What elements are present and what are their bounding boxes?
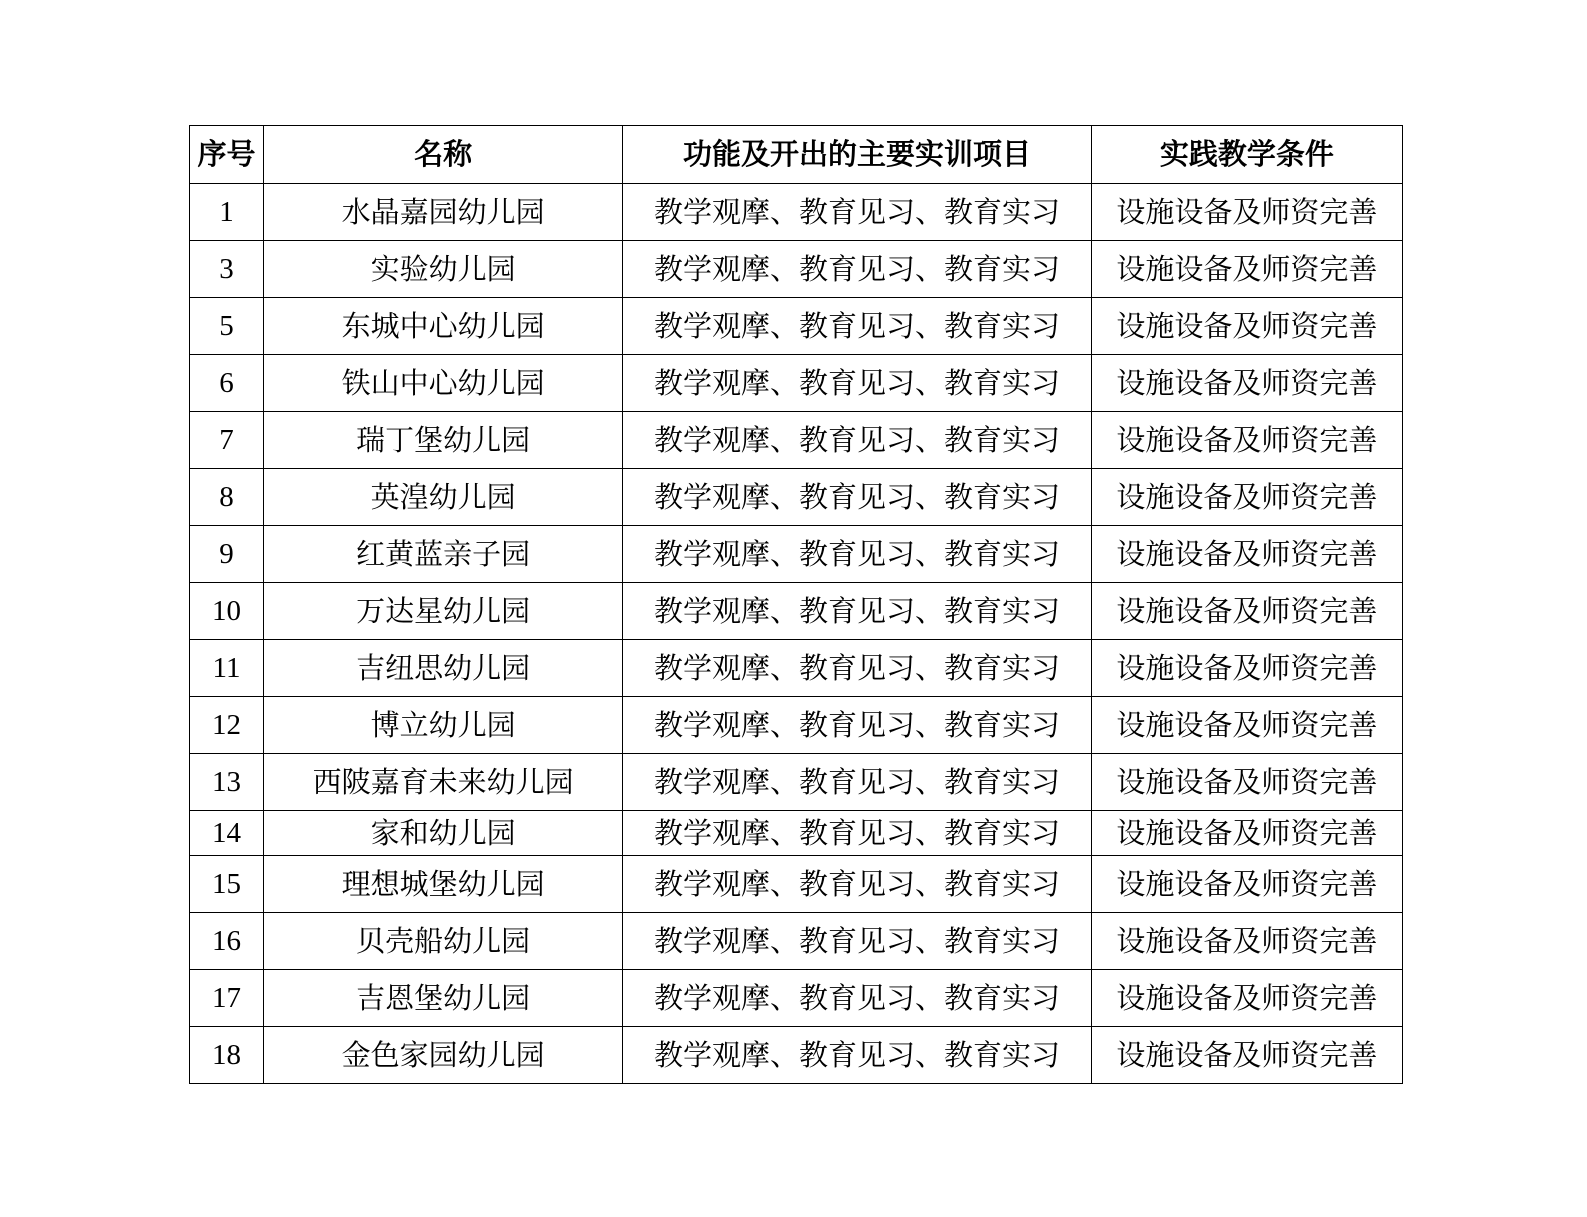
cell-no: 11 [190, 640, 264, 697]
cell-condition: 设施设备及师资完善 [1091, 640, 1402, 697]
cell-no: 15 [190, 856, 264, 913]
cell-condition: 设施设备及师资完善 [1091, 697, 1402, 754]
cell-function: 教学观摩、教育见习、教育实习 [623, 526, 1091, 583]
table-row [190, 640, 1403, 697]
cell-condition: 设施设备及师资完善 [1091, 526, 1402, 583]
table-row [190, 856, 1403, 913]
cell-condition: 设施设备及师资完善 [1091, 412, 1402, 469]
cell-name: 贝壳船幼儿园 [264, 913, 623, 970]
table-row [190, 913, 1403, 970]
cell-no: 9 [190, 526, 264, 583]
cell-no: 16 [190, 913, 264, 970]
cell-function: 教学观摩、教育见习、教育实习 [623, 184, 1091, 241]
cell-no: 7 [190, 412, 264, 469]
cell-condition: 设施设备及师资完善 [1091, 469, 1402, 526]
cell-name: 红黄蓝亲子园 [264, 526, 623, 583]
table-header-row [190, 126, 1403, 184]
cell-name: 吉纽思幼儿园 [264, 640, 623, 697]
header-no: 序号 [190, 126, 264, 184]
cell-no: 14 [190, 811, 264, 856]
cell-condition: 设施设备及师资完善 [1091, 856, 1402, 913]
cell-name: 实验幼儿园 [264, 241, 623, 298]
header-function: 功能及开出的主要实训项目 [623, 126, 1091, 184]
cell-no: 3 [190, 241, 264, 298]
cell-function: 教学观摩、教育见习、教育实习 [623, 697, 1091, 754]
cell-name: 西陂嘉育未来幼儿园 [264, 754, 623, 811]
cell-function: 教学观摩、教育见习、教育实习 [623, 1027, 1091, 1084]
table-row [190, 970, 1403, 1027]
cell-condition: 设施设备及师资完善 [1091, 241, 1402, 298]
cell-condition: 设施设备及师资完善 [1091, 970, 1402, 1027]
cell-no: 1 [190, 184, 264, 241]
cell-name: 东城中心幼儿园 [264, 298, 623, 355]
cell-function: 教学观摩、教育见习、教育实习 [623, 754, 1091, 811]
cell-name: 万达星幼儿园 [264, 583, 623, 640]
table-row [190, 412, 1403, 469]
table-row [190, 697, 1403, 754]
cell-function: 教学观摩、教育见习、教育实习 [623, 412, 1091, 469]
table-row [190, 754, 1403, 811]
cell-name: 瑞丁堡幼儿园 [264, 412, 623, 469]
cell-name: 铁山中心幼儿园 [264, 355, 623, 412]
cell-no: 6 [190, 355, 264, 412]
table-row [190, 526, 1403, 583]
table-row [190, 811, 1403, 856]
cell-name: 金色家园幼儿园 [264, 1027, 623, 1084]
cell-condition: 设施设备及师资完善 [1091, 184, 1402, 241]
header-condition: 实践教学条件 [1091, 126, 1402, 184]
cell-function: 教学观摩、教育见习、教育实习 [623, 640, 1091, 697]
cell-condition: 设施设备及师资完善 [1091, 913, 1402, 970]
cell-condition: 设施设备及师资完善 [1091, 298, 1402, 355]
training-base-table [189, 125, 1403, 1084]
cell-name: 博立幼儿园 [264, 697, 623, 754]
cell-name: 英湟幼儿园 [264, 469, 623, 526]
cell-function: 教学观摩、教育见习、教育实习 [623, 583, 1091, 640]
cell-function: 教学观摩、教育见习、教育实习 [623, 913, 1091, 970]
table-row [190, 184, 1403, 241]
cell-function: 教学观摩、教育见习、教育实习 [623, 241, 1091, 298]
table-row [190, 298, 1403, 355]
cell-condition: 设施设备及师资完善 [1091, 811, 1402, 856]
cell-condition: 设施设备及师资完善 [1091, 754, 1402, 811]
cell-no: 8 [190, 469, 264, 526]
cell-function: 教学观摩、教育见习、教育实习 [623, 355, 1091, 412]
cell-condition: 设施设备及师资完善 [1091, 1027, 1402, 1084]
cell-no: 12 [190, 697, 264, 754]
cell-function: 教学观摩、教育见习、教育实习 [623, 469, 1091, 526]
cell-function: 教学观摩、教育见习、教育实习 [623, 970, 1091, 1027]
cell-no: 10 [190, 583, 264, 640]
table-row [190, 1027, 1403, 1084]
cell-no: 5 [190, 298, 264, 355]
table-row [190, 469, 1403, 526]
cell-function: 教学观摩、教育见习、教育实习 [623, 298, 1091, 355]
cell-function: 教学观摩、教育见习、教育实习 [623, 856, 1091, 913]
cell-no: 13 [190, 754, 264, 811]
cell-no: 18 [190, 1027, 264, 1084]
cell-name: 吉恩堡幼儿园 [264, 970, 623, 1027]
cell-name: 水晶嘉园幼儿园 [264, 184, 623, 241]
cell-name: 家和幼儿园 [264, 811, 623, 856]
table-row [190, 355, 1403, 412]
header-name: 名称 [264, 126, 623, 184]
cell-name: 理想城堡幼儿园 [264, 856, 623, 913]
cell-function: 教学观摩、教育见习、教育实习 [623, 811, 1091, 856]
cell-condition: 设施设备及师资完善 [1091, 583, 1402, 640]
table-row [190, 241, 1403, 298]
cell-no: 17 [190, 970, 264, 1027]
cell-condition: 设施设备及师资完善 [1091, 355, 1402, 412]
table-row [190, 583, 1403, 640]
